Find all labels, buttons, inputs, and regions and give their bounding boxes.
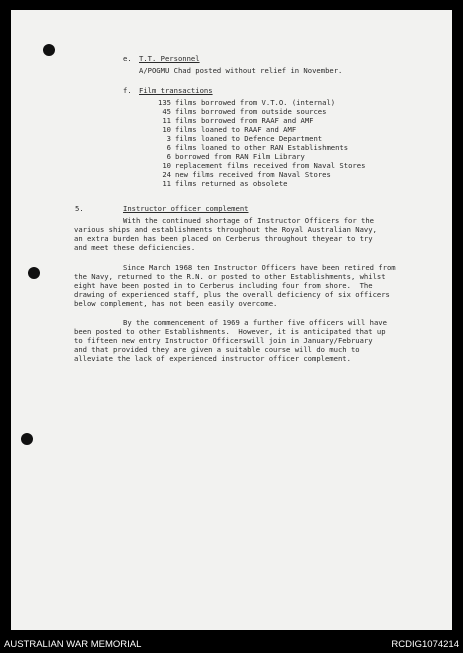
paragraph-line: Since March 1968 ten Instructor Officers have been retired from [123, 263, 396, 272]
paragraph-line: With the continued shortage of Instructor Officers for the [123, 216, 374, 225]
section-e-label: e. [123, 54, 132, 63]
film-count: 6 [166, 152, 171, 161]
section-e-heading: T.T. Personnel [139, 54, 200, 63]
paragraph-line: and meet these deficiencies. [74, 243, 196, 252]
film-count: 45 [162, 107, 171, 116]
film-desc: replacement films received from Naval Stores [175, 161, 366, 170]
document-page [11, 10, 452, 630]
film-count: 10 [162, 161, 171, 170]
film-count: 6 [166, 143, 171, 152]
paragraph-line: been posted to other Establishments. However, it is anticipated that up [74, 327, 386, 336]
film-count: 11 [162, 116, 171, 125]
paragraph-line: an extra burden has been placed on Cerberus throughout theyear to try [74, 234, 373, 243]
film-count: 10 [162, 125, 171, 134]
section-5-label: 5. [75, 204, 84, 213]
paragraph-line: below complement, has not been easily overcome. [74, 299, 278, 308]
film-desc: films loaned to RAAF and AMF [175, 125, 297, 134]
footer-record-id: RCDIG1074214 [391, 639, 459, 650]
punch-hole-middle [28, 267, 40, 279]
film-desc: films borrowed from RAAF and AMF [175, 116, 314, 125]
archive-footer [0, 632, 463, 653]
film-desc: new films received from Naval Stores [175, 170, 331, 179]
paragraph-line: the Navy, returned to the R.N. or posted to other Establishments, whilst [74, 272, 386, 281]
film-desc: borrowed from RAN Film Library [175, 152, 305, 161]
paragraph-line: and that provided they are given a suitable course will do much to [74, 345, 360, 354]
paragraph-line: eight have been posted in to Cerberus including four from shore. The [74, 281, 373, 290]
paragraph-line: various ships and establishments throughout the Royal Australian Navy, [74, 225, 377, 234]
paragraph-line: alleviate the lack of experienced instructor officer complement. [74, 354, 351, 363]
film-desc: films loaned to Defence Department [175, 134, 323, 143]
film-desc: films borrowed from V.T.O. (internal) [175, 98, 336, 107]
film-count: 3 [166, 134, 171, 143]
film-desc: films loaned to other RAN Establishments [175, 143, 349, 152]
punch-hole-top [43, 44, 55, 56]
section-f-heading: Film transactions [139, 86, 213, 95]
paragraph-line: By the commencement of 1969 a further five officers will have [123, 318, 387, 327]
list-item [155, 179, 288, 189]
paragraph-line: to fifteen new entry Instructor Officerswill join in January/February [74, 336, 373, 345]
film-desc: films borrowed from outside sources [175, 107, 327, 116]
section-5-heading: Instructor officer complement [123, 204, 249, 213]
section-e-text: A/POGMU Chad posted without relief in November. [139, 66, 343, 75]
film-count: 11 [162, 179, 171, 188]
paragraph-line: drawing of experienced staff, plus the overall deficiency of six officers [74, 290, 390, 299]
footer-source: AUSTRALIAN WAR MEMORIAL [4, 639, 142, 650]
film-count: 24 [162, 170, 171, 179]
punch-hole-bottom [21, 433, 33, 445]
film-count: 135 [158, 98, 171, 107]
section-f-label: f. [123, 86, 132, 95]
film-desc: films returned as obsolete [175, 179, 288, 188]
